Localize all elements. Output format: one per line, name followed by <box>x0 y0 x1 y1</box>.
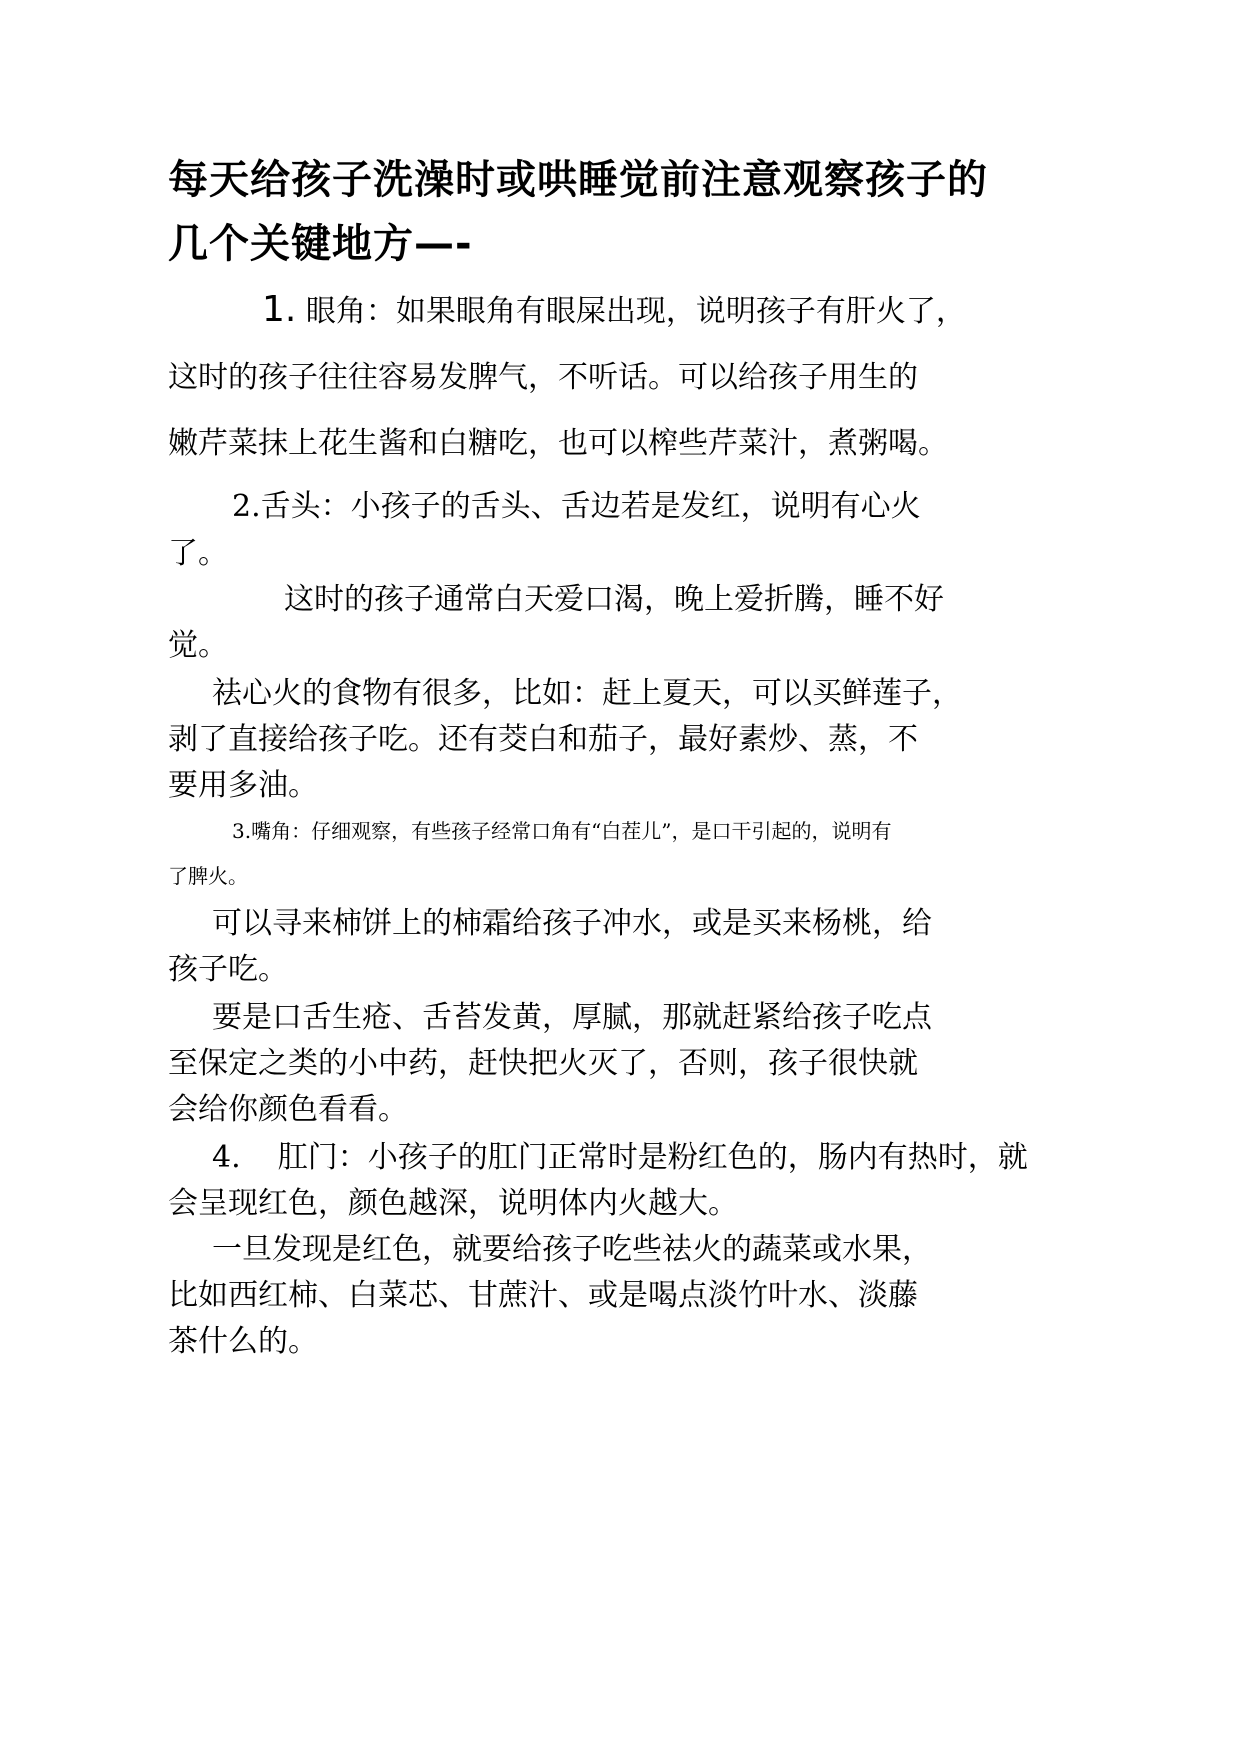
section-4-text-line-2: 会呈现红色，颜色越深，说明体内火越大。 <box>168 1186 738 1221</box>
section-3-text-line-7: 会给你颜色看看。 <box>168 1092 408 1127</box>
document-title-line-1: 每天给孩子洗澡时或哄睡觉前注意观察孩子的 <box>168 157 988 203</box>
section-2-text-line-2: 了。 <box>168 536 228 571</box>
section-1-text-line-2: 这时的孩子往往容易发脾气，不听话。可以给孩子用生的 <box>168 360 918 395</box>
section-3-text-line-3: 可以寻来柿饼上的柿霜给孩子冲水，或是买来杨桃，给 <box>212 906 932 941</box>
section-3-text-line-1: 3.嘴角：仔细观察，有些孩子经常口角有“白茬儿”，是口干引起的，说明有 <box>232 819 892 843</box>
section-4-text-line-4: 比如西红柿、白菜芯、甘蔗汁、或是喝点淡竹叶水、淡藤 <box>168 1278 918 1313</box>
section-4-text-line-5: 茶什么的。 <box>168 1324 318 1359</box>
section-3-text-line-4: 孩子吃。 <box>168 952 288 987</box>
section-4-number: 4. <box>212 1140 241 1175</box>
section-2-text-line-6: 剥了直接给孩子吃。还有茭白和茄子，最好素炒、蒸，不 <box>168 722 918 757</box>
section-2-text-line-4: 觉。 <box>168 628 228 663</box>
section-4-first-line <box>212 1132 1028 1176</box>
section-1-text-line-3: 嫩芹菜抹上花生酱和白糖吃，也可以榨些芹菜汁，煮粥喝。 <box>168 426 948 461</box>
section-3-text-line-6: 至保定之类的小中药，赶快把火灭了，否则，孩子很快就 <box>168 1046 918 1081</box>
document-title-line-2: 几个关键地方—- <box>168 221 473 267</box>
section-3-text-line-2: 了脾火。 <box>168 864 248 888</box>
section-4-text-line-1: 肛门：小孩子的肛门正常时是粉红色的，肠内有热时，就 <box>277 1140 1028 1175</box>
section-1-first-line <box>262 286 966 330</box>
section-1-number: 1. <box>262 289 297 330</box>
section-2-text-line-1: 2.舌头：小孩子的舌头、舌边若是发红，说明有心火 <box>232 489 921 524</box>
section-1-text-line-1: 眼角：如果眼角有眼屎出现，说明孩子有肝火了， <box>305 294 966 329</box>
section-3-text-line-5: 要是口舌生疮、舌苔发黄，厚腻，那就赶紧给孩子吃点 <box>212 1000 932 1035</box>
section-2-text-line-3: 这时的孩子通常白天爱口渴，晚上爱折腾，睡不好 <box>284 582 944 617</box>
section-2-text-line-5: 祛心火的食物有很多，比如：赶上夏天，可以买鲜莲子， <box>212 676 962 711</box>
section-4-text-line-3: 一旦发现是红色，就要给孩子吃些祛火的蔬菜或水果， <box>212 1232 932 1267</box>
section-2-text-line-7: 要用多油。 <box>168 768 318 803</box>
